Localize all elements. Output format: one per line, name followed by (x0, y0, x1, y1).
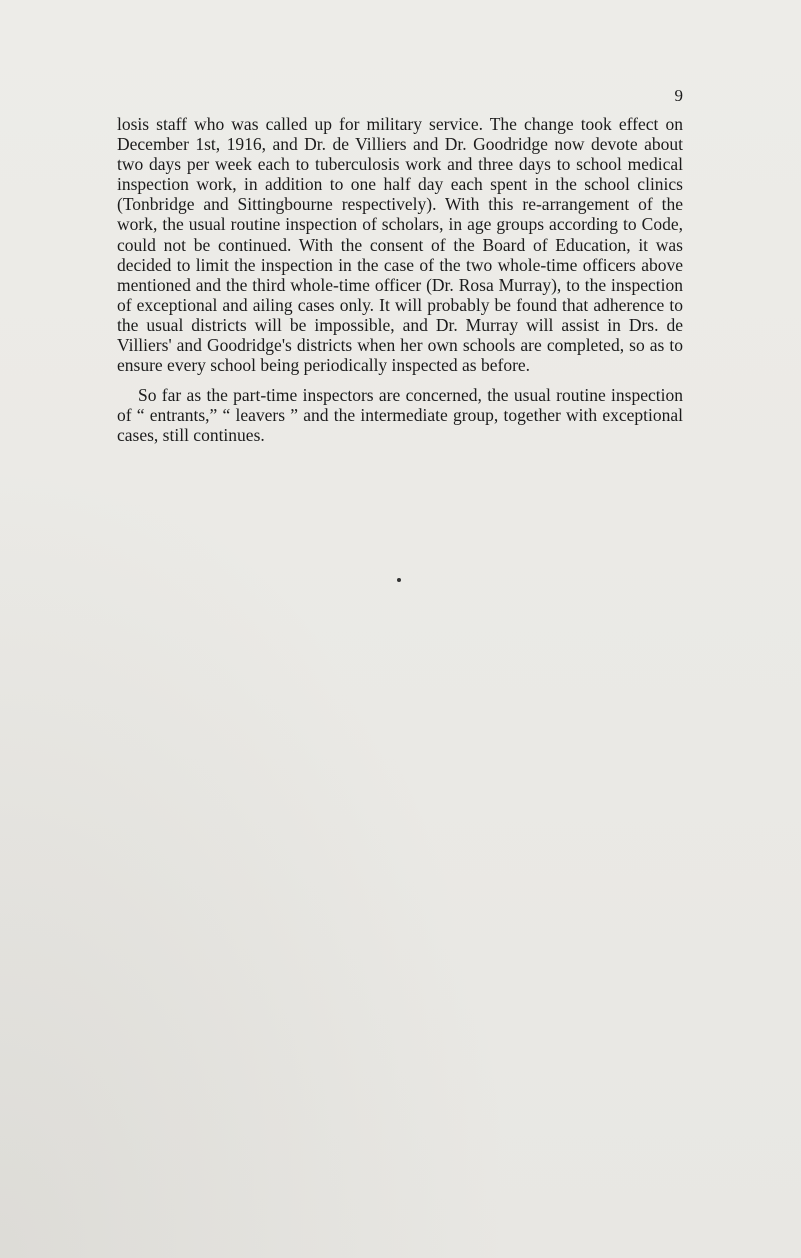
paragraph-1: losis staff who was called up for military service. The change took effect on December 1st, 1916, and Dr. de Villiers and Dr. Goodridge now devote about two days per week each to tuberculosis work and three days to school medical inspection work, in addition to one half day each spent in the school clinics (Tonbridge and Sittingbourne respectively). With this re-arrangement of the work, the usual routine inspection of scholars, in age groups according to Code, could not be continued. With the consent of the Board of Education, it was decided to limit the inspection in the case of the two whole-time officers above mentioned and the third whole-time officer (Dr. Rosa Murray), to the inspection of exceptional and ailing cases only. It will probably be found that adherence to the usual districts will be impossible, and Dr. Murray will assist in Drs. de Villiers' and Goodridge's districts when her own schools are completed, so as to ensure every school being periodically inspected as before. (117, 114, 683, 376)
paragraph-2: So far as the part-time inspectors are concerned, the usual routine inspection of “ entrants,” “ leavers ” and the intermediate group, together with exceptional cases, still continues. (117, 385, 683, 446)
page-number: 9 (674, 86, 683, 105)
ink-speck (397, 578, 401, 582)
body-text (117, 114, 683, 456)
